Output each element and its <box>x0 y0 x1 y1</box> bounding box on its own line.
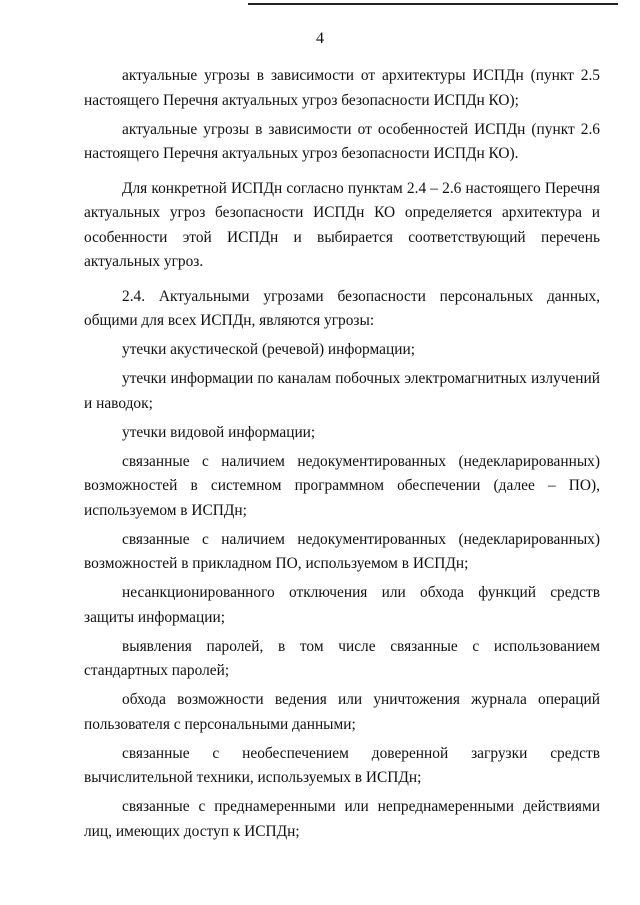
list-item-system-software-undocumented: связанные с наличием недокументированных (недекларированных) возможностей в системном программном обеспечении (далее – ПО), используемом в ИСПДн; <box>84 452 600 519</box>
page-number: 4 <box>316 30 324 47</box>
list-item-password-discovery: выявления паролей, в том числе связанные с использованием стандартных паролей; <box>84 637 600 679</box>
list-item-acoustic-leak: утечки акустической (речевой) информации; <box>122 341 415 358</box>
paragraph-threats-architecture: актуальные угрозы в зависимости от архитектуры ИСПДн (пункт 2.5 настоящего Перечня актуальных угроз безопасности ИСПДн КО); <box>84 67 600 109</box>
list-item-application-software-undocumented: связанные с наличием недокументированных (недекларированных) возможностей в прикладном ПО, используемом в ИСПДн; <box>84 530 600 572</box>
list-item-protection-bypass: несанкционированного отключения или обхода функций средств защиты информации; <box>84 584 600 626</box>
paragraph-section-2-4: 2.4. Актуальными угрозами безопасности персональных данных, общими для всех ИСПДн, являются угрозы: <box>84 287 600 329</box>
document-body <box>84 64 600 844</box>
top-border-line <box>248 3 618 5</box>
paragraph-threats-features: актуальные угрозы в зависимости от особенностей ИСПДн (пункт 2.6 настоящего Перечня актуальных угроз безопасности ИСПДн КО). <box>84 120 600 162</box>
list-item-log-bypass: обхода возможности ведения или уничтожения журнала операций пользователя с персональными данными; <box>84 691 600 733</box>
list-item-insider-actions: связанные с преднамеренными или непреднамеренными действиями лиц, имеющих доступ к ИСПДн; <box>84 798 600 840</box>
list-item-visual-leak: утечки видовой информации; <box>122 423 316 441</box>
list-item-trusted-boot: связанные с необеспечением доверенной загрузки средств вычислительной техники, используемых в ИСПДн; <box>84 744 600 786</box>
paragraph-specific-ispdn: Для конкретной ИСПДн согласно пунктам 2.4 – 2.6 настоящего Перечня актуальных угроз безопасности ИСПДн КО определяется архитектура и особенности этой ИСПДн и выбирается соответствующий перечень актуальных угроз. <box>84 179 600 270</box>
list-item-emanation-leak: утечки информации по каналам побочных электромагнитных излучений и наводок; <box>84 370 600 412</box>
